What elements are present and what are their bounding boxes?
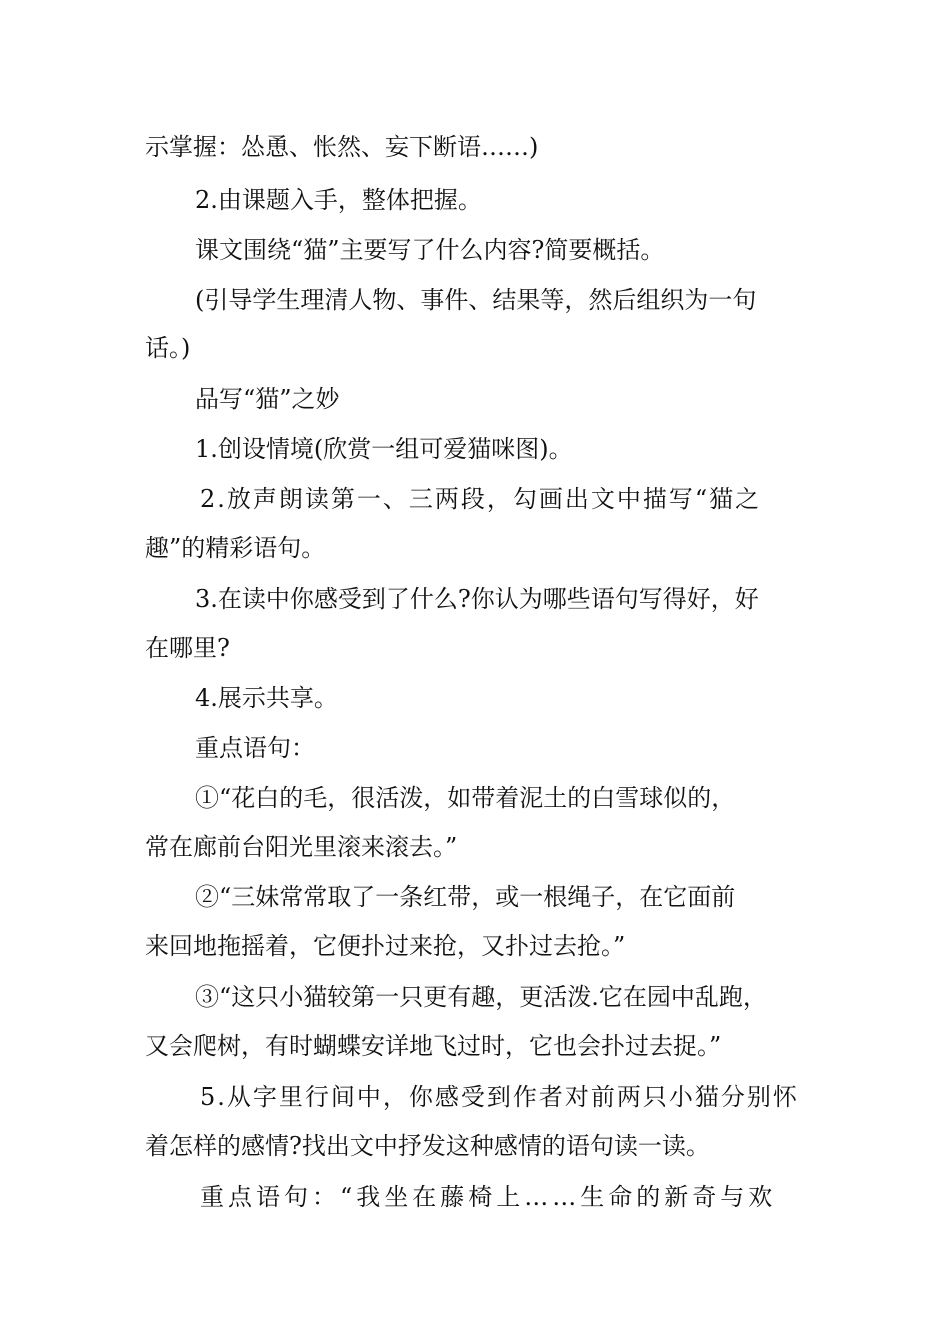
text-line: 着怎样的感情?找出文中抒发这种感情的语句读一读。	[145, 1132, 710, 1160]
text-line: ③“这只小猫较第一只更有趣，更活泼.它在园中乱跑，	[195, 983, 767, 1011]
text-line: 3.在读中你感受到了什么?你认为哪些语句写得好，好	[195, 585, 759, 613]
text-line: 1.创设情境(欣赏一组可爱猫咪图)。	[195, 435, 573, 463]
text-line: 趣”的精彩语句。	[145, 534, 326, 562]
text-line: 常在廊前台阳光里滚来滚去。”	[145, 833, 458, 861]
text-line: 在哪里?	[145, 634, 230, 662]
text-line: 重点语句：“我坐在藤椅上……生命的新奇与欢	[200, 1183, 777, 1211]
text-line: 2.由课题入手，整体把握。	[195, 186, 482, 214]
text-line: 品写“猫”之妙	[195, 385, 340, 413]
text-line: 2.放声朗读第一、三两段，勾画出文中描写“猫之	[200, 485, 762, 513]
text-line: ②“三妹常常取了一条红带，或一根绳子，在它面前	[195, 883, 736, 911]
text-line: (引导学生理清人物、事件、结果等，然后组织为一句	[195, 286, 757, 314]
text-line: 示掌握：怂恿、怅然、妄下断语……)	[145, 133, 539, 161]
text-line: 重点语句：	[195, 734, 315, 762]
text-line: 课文围绕“猫”主要写了什么内容?简要概括。	[195, 236, 665, 264]
text-line: 4.展示共享。	[195, 684, 338, 712]
text-line: 5.从字里行间中，你感受到作者对前两只小猫分别怀	[200, 1083, 799, 1111]
text-line: 来回地拖摇着，它便扑过来抢，又扑过去抢。”	[145, 932, 626, 960]
text-line: 又会爬树，有时蝴蝶安详地飞过时，它也会扑过去捉。”	[145, 1032, 722, 1060]
text-line: 话。)	[145, 334, 191, 362]
text-line: ①“花白的毛，很活泼，如带着泥土的白雪球似的，	[195, 784, 736, 812]
